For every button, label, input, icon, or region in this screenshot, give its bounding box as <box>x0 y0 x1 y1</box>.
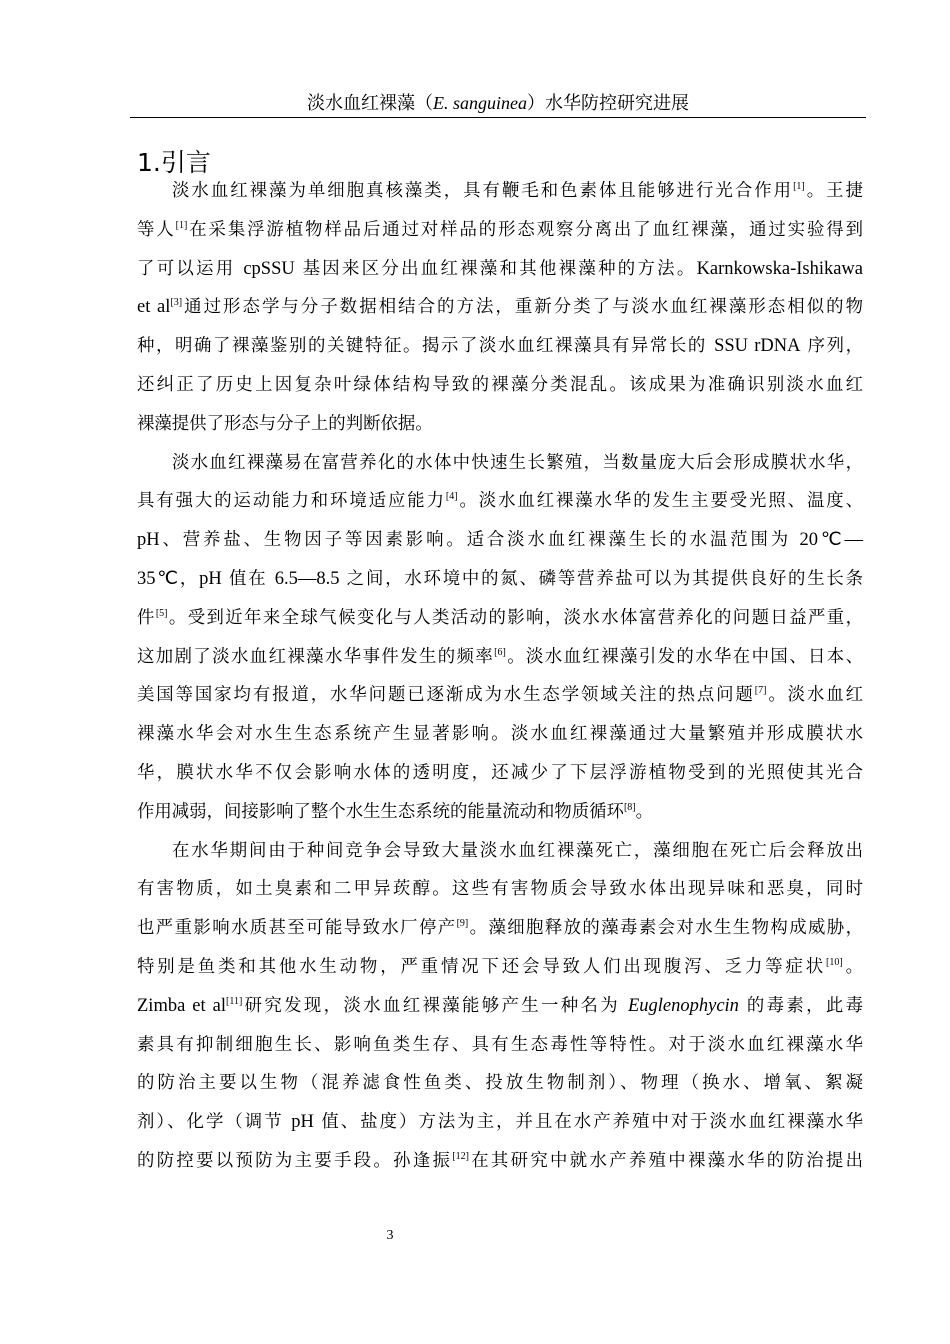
text-run: 。淡水血红裸藻引发的水华在中国、日本、 <box>505 646 863 667</box>
text-run: 、营养盐、生物因子等因素影响。适合淡水血红裸藻生长的水温范围为 <box>159 530 800 551</box>
paragraph-3-line <box>137 909 863 948</box>
running-header <box>130 91 866 116</box>
text-run: 在采集浮游植物样品后通过对样品的形态观察分离出了血红裸藻，通过实验得到 <box>187 219 863 240</box>
text-run: 。受到近年来全球气候变化与人类活动的影响，淡水水体富营养化的问题日益严重， <box>167 607 863 628</box>
text-run: cpSSU <box>243 258 295 279</box>
citation: [1] <box>793 181 805 192</box>
text-run: 通过形态学与分子数据相结合的方法，重新分类了与淡水血红裸藻形态相似的物 <box>182 297 864 318</box>
text-run: et al <box>137 297 171 318</box>
paragraph-1-line <box>137 250 863 289</box>
toxin-name: Euglenophycin <box>627 995 739 1016</box>
author-name: Zimba et al <box>137 995 226 1016</box>
text-run: pH <box>291 1112 314 1133</box>
paragraph-2-line <box>137 638 863 677</box>
paragraph-1-line: 裸藻提供了形态与分子上的判断依据。 <box>137 413 433 434</box>
paragraph-1-line <box>137 327 863 366</box>
citation: [10] <box>826 956 843 968</box>
paragraph-1-line <box>137 288 863 327</box>
text-run: 20℃— <box>799 530 863 551</box>
paragraph-2-line: 华，膜状水华不仅会影响水体的透明度，还减少了下层浮游植物受到的光照使其光合 <box>137 762 863 783</box>
citation: [1] <box>175 219 188 231</box>
paragraph-3-line: 素具有抑制细胞生长、影响鱼类生存、具有生态毒性等特性。对于淡水血红裸藻水华 <box>137 1034 863 1055</box>
text-run: 等人 <box>137 219 176 240</box>
text-run: 。 <box>842 956 863 977</box>
text-run: 具有强大的运动能力和环境适应能力 <box>137 491 446 512</box>
section-title: 1.引言 <box>137 148 211 177</box>
paragraph-1-line <box>137 211 863 250</box>
text-run: 这加剧了淡水血红裸藻水华事件发生的频率 <box>137 646 495 667</box>
paragraph-2-line <box>137 599 863 638</box>
page-number: 3 <box>386 1228 394 1243</box>
paragraph-3-line: 的防治主要以生物（混养滤食性鱼类、投放生物制剂）、物理（换水、增氧、絮凝 <box>137 1073 863 1094</box>
paragraph-2-line <box>137 521 863 560</box>
text-run: 淡水血红裸藻为单细胞真核藻类，具有鞭毛和色素体且能够进行光合作用 <box>172 181 794 201</box>
text-run: 6.5—8.5 <box>274 568 340 589</box>
citation: [3] <box>170 297 183 309</box>
text-run: 也严重影响水质甚至可能导致水厂停产 <box>137 918 457 939</box>
text-run: 。淡水血红 <box>766 685 863 706</box>
header-title-post: ）水华防控研究进展 <box>527 93 689 114</box>
paragraph-1-line: 还纠正了历史上因复杂叶绿体结构导致的裸藻分类混乱。该成果为准确识别淡水血红 <box>137 374 863 395</box>
text-run: 在其研究中就水产养殖中裸藻水华的防治提出 <box>468 1150 863 1171</box>
paragraph-2-line <box>137 482 863 521</box>
citation: [9] <box>456 918 469 930</box>
text-run: 35℃ <box>137 568 180 589</box>
author-name: Karnkowska-Ishikawa <box>696 258 864 279</box>
citation: [7] <box>754 685 767 697</box>
citation: [8] <box>623 801 636 813</box>
header-title-pre: 淡水血红裸藻（ <box>307 93 433 114</box>
citation: [5] <box>155 607 168 619</box>
text-run: 剂）、化学（调节 <box>137 1112 292 1133</box>
paragraph-2-line <box>137 560 863 599</box>
paragraph-3-line: 在水华期间由于种间竞争会导致大量淡水血红裸藻死亡，藻细胞在死亡后会释放出 <box>172 840 863 861</box>
text-run: 件 <box>137 607 156 628</box>
body-text <box>137 172 863 1181</box>
paragraph-3-line <box>137 948 863 987</box>
text-run: 序列， <box>800 336 864 357</box>
citation: [6] <box>494 646 506 658</box>
citation: [11] <box>225 995 243 1007</box>
paragraph-2-line <box>137 793 863 832</box>
text-run: 美国等国家均有报道，水华问题已逐渐成为水生态学领域关注的热点问题 <box>137 685 755 706</box>
paragraph-3-line <box>137 1142 863 1181</box>
text-run: 了可以运用 <box>137 258 244 279</box>
paragraph-3-line <box>137 987 863 1026</box>
text-run: pH <box>199 568 222 589</box>
text-run: 种，明确了裸藻鉴别的关键特征。揭示了淡水血红裸藻具有异常长的 <box>137 336 715 357</box>
text-run: 之间，水环境中的氮、磷等营养盐可以为其提供良好的生长条 <box>339 568 864 589</box>
paragraph-3-line: 有害物质，如土臭素和二甲异莰醇。这些有害物质会导致水体出现异味和恶臭，同时 <box>137 879 863 900</box>
text-run: 研究发现，淡水血红裸藻能够产生一种名为 <box>242 995 628 1016</box>
text-run: 的毒素，此毒 <box>738 995 863 1016</box>
text-run: 。藻细胞释放的藻毒素会对水生生物构成威胁， <box>468 918 863 939</box>
text-run: 值在 <box>221 568 275 589</box>
text-run: 特别是鱼类和其他水生动物，严重情况下还会导致人们出现腹泻、乏力等症状 <box>137 956 827 977</box>
paragraph-3-line <box>137 1103 863 1142</box>
paragraph-2-line: 淡水血红裸藻易在富营养化的水体中快速生长繁殖，当数量庞大后会形成膜状水华， <box>172 452 863 473</box>
text-run: 作用减弱，间接影响了整个水生生态系统的能量流动和物质循环 <box>137 801 624 822</box>
text-run: ， <box>179 568 200 589</box>
text-run: 基因来区分出血红裸藻和其他裸藻种的方法。 <box>294 258 697 279</box>
text-run: 值、盐度）方法为主，并且在水产养殖中对于淡水血红裸藻水华 <box>313 1112 863 1133</box>
text-run: 。 <box>635 801 654 822</box>
text-run: SSU rDNA <box>714 336 801 357</box>
text-run: 的防控要以预防为主要手段。孙逢振 <box>137 1150 453 1171</box>
text-run: 。淡水血红裸藻水华的发生主要受光照、温度、 <box>457 491 863 512</box>
paragraph-2-line <box>137 676 863 715</box>
citation: [4] <box>445 491 458 503</box>
citation: [12] <box>452 1150 469 1162</box>
paragraph-2-line: 裸藻水华会对水生生态系统产生显著影响。淡水血红裸藻通过大量繁殖并形成膜状水 <box>137 724 863 745</box>
header-title-italic: E. sanguinea <box>433 93 527 113</box>
text-run: 。王捷 <box>804 181 863 201</box>
paragraph-1-line <box>137 172 863 211</box>
header-rule <box>130 117 866 118</box>
text-run: pH <box>137 530 160 551</box>
